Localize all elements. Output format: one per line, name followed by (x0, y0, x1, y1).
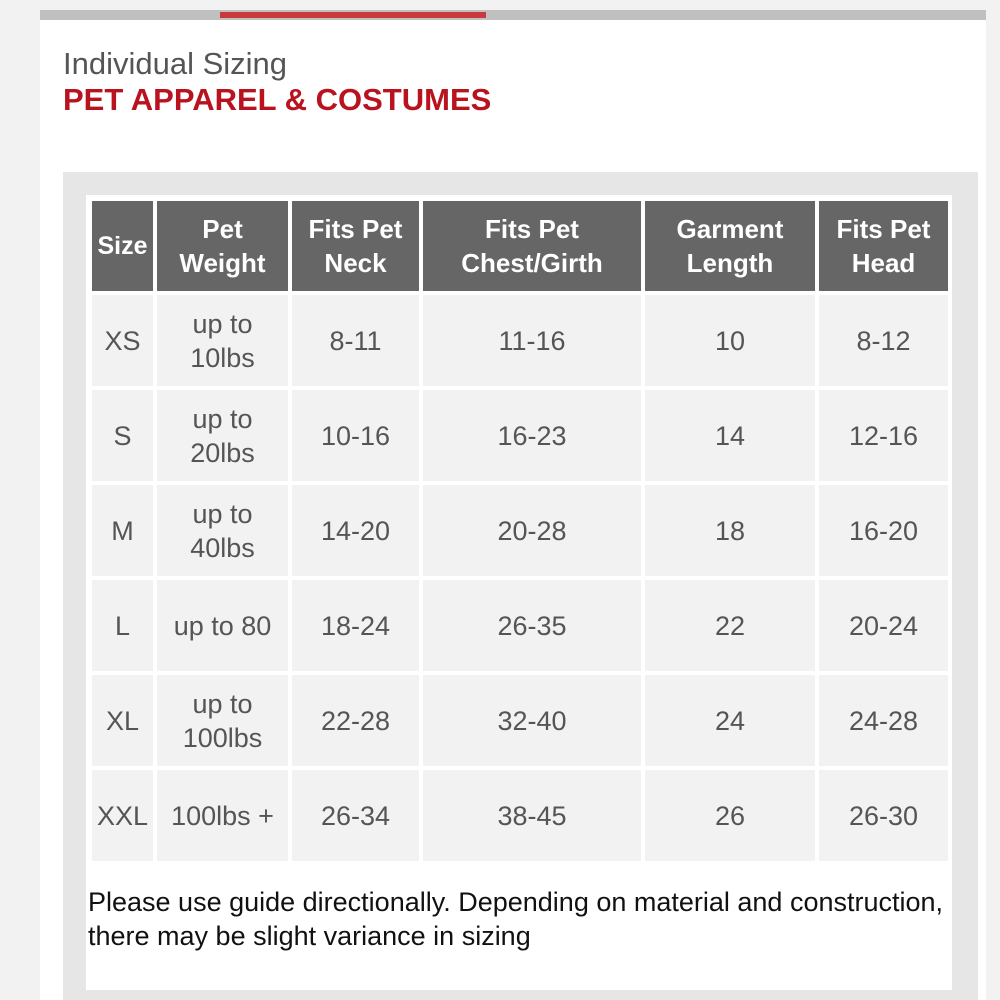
size-chart-panel (63, 172, 978, 1000)
cell-head: 24-28 (819, 675, 948, 766)
cell-garment-length: 26 (645, 770, 815, 861)
column-header-chest-girth: Fits Pet Chest/Girth (423, 201, 641, 291)
active-tab-indicator (220, 12, 486, 18)
cell-chest-girth: 16-23 (423, 390, 641, 481)
cell-chest-girth: 38-45 (423, 770, 641, 861)
cell-size: M (92, 485, 153, 576)
cell-garment-length: 22 (645, 580, 815, 671)
cell-size: XXL (92, 770, 153, 861)
size-chart-container (86, 195, 952, 990)
cell-head: 8-12 (819, 295, 948, 386)
column-header-garment-length: Garment Length (645, 201, 815, 291)
sizing-card (40, 20, 986, 1000)
column-header-neck: Fits Pet Neck (292, 201, 419, 291)
cell-pet-weight: up to 20lbs (157, 390, 288, 481)
cell-pet-weight: up to 80 (157, 580, 288, 671)
column-header-head: Fits Pet Head (819, 201, 948, 291)
cell-pet-weight: up to 40lbs (157, 485, 288, 576)
size-chart-table (88, 197, 952, 865)
table-header-row (92, 201, 948, 291)
cell-head: 26-30 (819, 770, 948, 861)
table-row (92, 295, 948, 386)
table-row (92, 580, 948, 671)
cell-garment-length: 10 (645, 295, 815, 386)
cell-garment-length: 18 (645, 485, 815, 576)
cell-pet-weight: up to 10lbs (157, 295, 288, 386)
cell-pet-weight: up to 100lbs (157, 675, 288, 766)
page-subtitle: Individual Sizing (63, 46, 288, 81)
cell-size: XL (92, 675, 153, 766)
column-header-size: Size (92, 201, 153, 291)
cell-neck: 8-11 (292, 295, 419, 386)
cell-size: XS (92, 295, 153, 386)
table-row (92, 770, 948, 861)
cell-head: 12-16 (819, 390, 948, 481)
table-row (92, 485, 948, 576)
cell-chest-girth: 26-35 (423, 580, 641, 671)
page-scroll-progress-bar (40, 10, 986, 20)
sizing-disclaimer: Please use guide directionally. Depending on material and construction, there may be slight variance in sizing (88, 887, 944, 951)
cell-size: S (92, 390, 153, 481)
page-title: PET APPAREL & COSTUMES (63, 82, 492, 117)
cell-neck: 26-34 (292, 770, 419, 861)
cell-chest-girth: 11-16 (423, 295, 641, 386)
cell-garment-length: 24 (645, 675, 815, 766)
cell-chest-girth: 20-28 (423, 485, 641, 576)
cell-neck: 18-24 (292, 580, 419, 671)
cell-head: 16-20 (819, 485, 948, 576)
column-header-pet-weight: Pet Weight (157, 201, 288, 291)
cell-pet-weight: 100lbs + (157, 770, 288, 861)
cell-chest-girth: 32-40 (423, 675, 641, 766)
cell-garment-length: 14 (645, 390, 815, 481)
table-row (92, 675, 948, 766)
cell-neck: 10-16 (292, 390, 419, 481)
table-row (92, 390, 948, 481)
cell-head: 20-24 (819, 580, 948, 671)
cell-size: L (92, 580, 153, 671)
cell-neck: 14-20 (292, 485, 419, 576)
cell-neck: 22-28 (292, 675, 419, 766)
